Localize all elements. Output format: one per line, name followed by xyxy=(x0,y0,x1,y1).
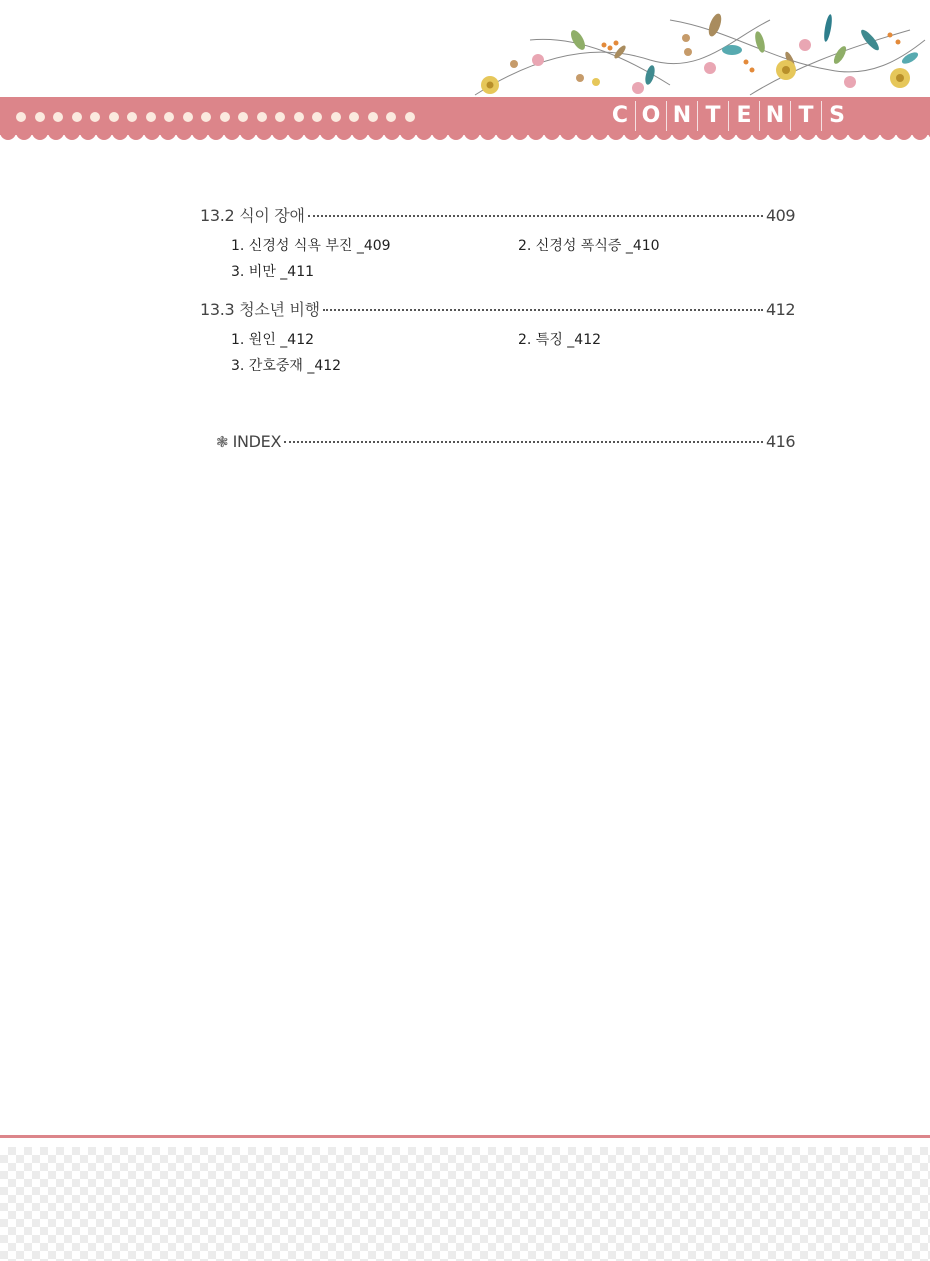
title-letter: E xyxy=(728,101,759,131)
toc-section-13-3[interactable] xyxy=(200,297,795,320)
banner-dot xyxy=(275,112,285,122)
banner-dot xyxy=(257,112,267,122)
banner-dot xyxy=(109,112,119,122)
banner-scallop-edge xyxy=(0,132,930,142)
banner-dot xyxy=(164,112,174,122)
toc-item[interactable]: 1. 신경성 식욕 부진 _409 xyxy=(231,238,391,254)
title-letter: T xyxy=(790,101,821,131)
banner-dot xyxy=(201,112,211,122)
index-label: INDEX xyxy=(232,432,282,451)
banner-dot xyxy=(368,112,378,122)
banner-dot xyxy=(238,112,248,122)
toc-section-13-2[interactable] xyxy=(200,203,795,226)
section-page: 412 xyxy=(765,300,795,319)
banner-dot xyxy=(16,112,26,122)
flower-icon: ❃ xyxy=(216,433,229,451)
banner-dot xyxy=(183,112,193,122)
title-letter: S xyxy=(821,101,852,131)
title-letter: C xyxy=(611,103,629,128)
footer-rule xyxy=(0,1135,930,1138)
banner-dot xyxy=(405,112,415,122)
title-letter: N xyxy=(759,101,790,131)
dot-leader xyxy=(323,309,763,311)
section-page: 409 xyxy=(765,206,795,225)
banner-dot xyxy=(90,112,100,122)
banner-dot xyxy=(127,112,137,122)
banner-dot xyxy=(72,112,82,122)
index-page: 416 xyxy=(765,432,795,451)
banner-dot xyxy=(220,112,230,122)
banner-dot xyxy=(331,112,341,122)
banner-dot xyxy=(386,112,396,122)
dot-leader xyxy=(284,441,763,443)
toc-item[interactable]: 3. 간호중재 _412 xyxy=(231,358,342,374)
banner-dots xyxy=(16,112,415,122)
banner-dot xyxy=(146,112,156,122)
dot-leader xyxy=(308,215,763,217)
title-letter: T xyxy=(697,101,728,131)
toc-item[interactable]: 2. 신경성 폭식증 _410 xyxy=(518,238,660,254)
banner-dot xyxy=(349,112,359,122)
title-letter: N xyxy=(666,101,697,131)
toc-item[interactable]: 3. 비만 _411 xyxy=(231,264,315,280)
footer-checker-pattern xyxy=(0,1147,930,1261)
banner-dot xyxy=(312,112,322,122)
title-letter: O xyxy=(635,101,666,131)
banner-dot xyxy=(53,112,63,122)
banner-dot xyxy=(294,112,304,122)
floral-decoration xyxy=(470,0,930,100)
section-title: 13.3 청소년 비행 xyxy=(200,300,320,319)
section-title: 13.2 식이 장애 xyxy=(200,206,305,225)
toc-index[interactable] xyxy=(216,432,795,451)
toc-item[interactable]: 1. 원인 _412 xyxy=(231,332,315,348)
banner-dot xyxy=(35,112,45,122)
toc-item[interactable]: 2. 특징 _412 xyxy=(518,332,602,348)
contents-title xyxy=(605,101,852,131)
